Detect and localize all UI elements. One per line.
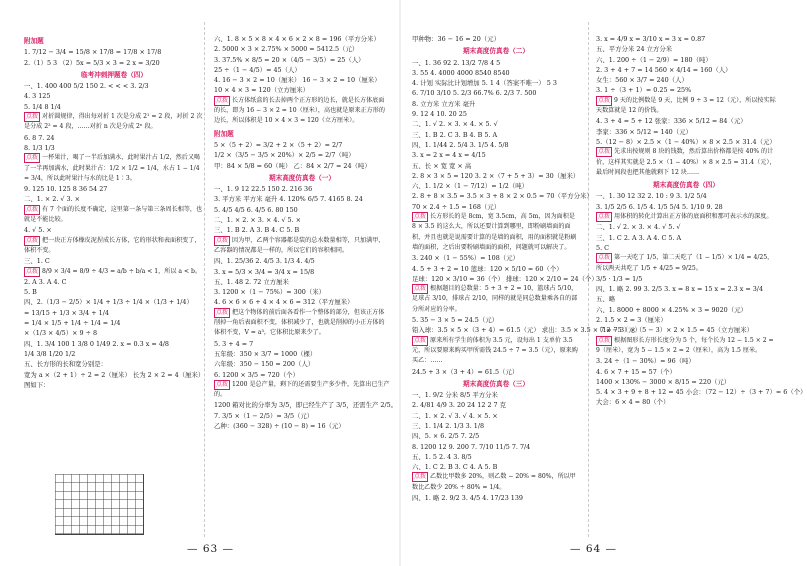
answer-line: 3. 1200 ×（1 − 75%）= 300（米） xyxy=(214,288,326,297)
answer-line: 三、1. C 2. A 3. A 4. C 5. A xyxy=(596,233,682,242)
answer-line: 六、1. 200 ÷（1 − 2/9）= 180（吨） xyxy=(596,55,712,64)
answer-line: 三、1. B 2. A 3. B 4. C 5. B xyxy=(214,226,300,235)
answer-line: 二、1. × 2. √ 3. √ 4. × 5. × xyxy=(412,411,498,420)
answer-line: 4. √ 5. × xyxy=(24,226,52,235)
answer-line: 足球：120 × 3/10 = 36（个） 排球：120 × 2/10 = 24（个） xyxy=(412,274,598,283)
hint-note xyxy=(24,153,204,184)
answer-line: 3. 240 ×（1 − 55%）= 108（元） xyxy=(412,254,519,263)
hint-tag: 点拨 xyxy=(598,148,611,156)
answer-line: （12 − 3）×（5 − 3）× 2 × 1.5 = 45（立方厘米） xyxy=(596,326,754,335)
answer-line: 5. 4/5 4/5 6. 4/5 6. 80 150 xyxy=(214,205,298,214)
answer-line: 1400 × 130% − 3000 × 8/15 = 220（元） xyxy=(596,377,731,386)
hint-note xyxy=(214,308,390,339)
hint-text: 第一天吃了 1/5，第二天吃了（1 − 1/5）× 1/4 = 4/25，所以两天共吃了 1/5 + 4/25 = 9/25。 xyxy=(596,254,774,272)
section-heading: 期末高度仿真卷（四） xyxy=(653,181,719,190)
answer-line: 三、1. C xyxy=(24,257,50,266)
hint-tag: 点拨 xyxy=(414,285,427,293)
answer-line: 6. 1200 × 3/5 = 720（个） xyxy=(214,370,299,379)
hint-tag: 点拨 xyxy=(598,96,611,104)
answer-line: 3. x = 5/3 × 3/4 = 3/4 x = 15/8 xyxy=(214,267,315,276)
hint-text: 把这个物体的前后面各看作一个整体的部分，但该正方体削掉一角后表面积不变，体积减少了，也就是削掉的小正方体的体积不变，V = a³，它体积比原来少了。 xyxy=(214,308,385,337)
answer-line: 六年级：350 − 150 = 200（人） xyxy=(214,360,315,369)
hint-note xyxy=(24,236,204,257)
answer-line: 四、1. 略 2. 99 3. 2/5 3. x = 8 x = 15 x = 2.3 x = 3/4 xyxy=(596,285,764,294)
answer-line: 1200 箱对比的分率为 3/5，即已经生产了 3/5，还需生产 2/5。 xyxy=(214,401,398,410)
answer-column-1 xyxy=(24,34,204,540)
hint-tag: 点拨 xyxy=(26,113,39,121)
hint-text: 长方体纸盒的长去掉两个正方形的边长，就是长方体底面的长，即为 16 − 3 × 2 = 10（厘米），高也就是原来正方形的边长，所以体积是 10 × 4 × 3 = 120（立方厘米）。 xyxy=(214,96,385,125)
answer-line: 4. 16 − 3 × 2 = 10（厘米） 16 − 3 × 2 = 10（厘米） xyxy=(214,76,381,85)
answer-line: 3. 24 ÷（1 − 30%）= 96（吨） xyxy=(596,357,695,366)
hint-text: 9 天的比例数是 9 天，比例 9 ÷ 3 = 12（元），所以按实际天数算就是 12 的价钱。 xyxy=(596,96,776,115)
square-grid-drawing xyxy=(55,474,144,535)
hint-tag: 点拨 xyxy=(26,236,39,244)
answer-line: 2. 3 + 4 + 7 = 14 560 × 4/14 = 160（人） xyxy=(596,65,732,74)
answer-line: 乙种：(360 − 328) ÷ (10 − 8) = 16（元） xyxy=(214,421,345,430)
hint-note xyxy=(214,96,390,127)
section-heading: 临考冲刺押题卷（四） xyxy=(81,70,147,79)
answer-line: 三、1. B 2. C 3. B 4. B 5. A xyxy=(412,130,498,139)
section-heading: 附加题 xyxy=(214,129,234,138)
answer-line: 四、5. × 6. 2/5 7. 2/5 xyxy=(412,432,480,441)
hint-tag: 点拨 xyxy=(26,205,39,213)
answer-line: 5. 3 + 4 = 7 xyxy=(214,339,254,348)
hint-tag: 点拨 xyxy=(598,254,611,262)
hint-tag: 点拨 xyxy=(26,154,39,162)
answer-line: 甲种物：36 − 16 = 20（元） xyxy=(412,35,500,43)
answer-line: 5. B xyxy=(24,288,37,297)
section-heading: 附加题 xyxy=(24,37,44,45)
answer-line: 1. 7/12 − 3/4 = 15/8 × 17/8 = 17/8 × 17/8 xyxy=(24,48,162,57)
answer-line: 2. 8 + 8 × 3.5 = 3.5 × 3 + 8 × 2 × 0.5 = 70（平方分米） xyxy=(412,192,593,201)
hint-note xyxy=(24,267,204,277)
answer-line: 一、1. 30 12 32 2. 10 : 9 3. 1/2 5/4 xyxy=(596,192,707,201)
hint-note xyxy=(596,147,776,178)
answer-line: 4. 3 125 xyxy=(24,92,51,101)
answer-line: 五、长 × 宽 宽 × 高 xyxy=(412,161,472,170)
answer-line: 2. 5000 × 3 × 2.75% × 5000 = 5412.5（元） xyxy=(214,45,359,54)
answer-line: 女生：560 × 3/7 = 240（人） xyxy=(596,76,688,85)
hint-text: 乙数比甲数多 20%，则乙数 − 20% = 80%，所以甲数比乙数少 20% ÷ 80% = 1/4。 xyxy=(412,473,576,491)
answer-line: 一、1. 400 400 5/2 150 2. < < < 3. 2/3 xyxy=(24,82,149,91)
answer-line: 4. 计划 实际比计划增加 5. 1 4（答案不唯一） 5 3 xyxy=(412,79,557,88)
hint-text: 长方形长的是 8cm，宽 3.5cm，高 5m，因为面积是 8 × 3.5 的这么大，所以还要计算到哪里，即粉刷墙面的面积，并且也就是说需要计算的是墙的面积，用的面积就是粉刷墙的面积，之后出要粉刷墙面的面积，问题就可以解决了。 xyxy=(412,213,577,251)
hint-note xyxy=(214,236,390,257)
answer-line: 4. 5 + 3 + 2 = 10 篮球：120 × 5/10 = 60（个） xyxy=(412,264,563,273)
answer-line: 8. 立方米 立方米 毫升 xyxy=(412,99,476,108)
hint-tag: 点拨 xyxy=(414,473,427,481)
answer-line: 9. 12 4 10. 20 25 xyxy=(412,110,467,119)
answer-line: 3. x = 4/9 x = 3/10 x = 3 x = 0.87 xyxy=(596,35,706,43)
answer-line: 二、1. √ 2. × 3. × 4. × 5. √ xyxy=(412,120,498,129)
answer-line: 五、长方形的长和宽分别是： xyxy=(24,360,108,369)
answer-line: 五、1. 48 2. 72 立方厘米 xyxy=(214,277,289,286)
answer-line: 六、1. 8000 + 8000 × 4.25% × 3 = 9020（元） xyxy=(596,305,747,314)
answer-line: 李家：336 × 5/12 = 140（元） xyxy=(596,127,692,136)
hint-text: 用体积的转化计算出正方体的底面积和那可表示水的深度。 xyxy=(614,213,773,221)
answer-line: 3. x = 2 x = 4 x = 4/15 xyxy=(412,151,486,160)
answer-line: 六、1. 8 × 5 × 8 × 4 × 6 × 2 × 8 = 196（平方分米） xyxy=(214,35,380,43)
answer-line: = 13/15 + 1/3 × 3/4 + 1/4 xyxy=(24,308,109,317)
answer-line: 2.（1）5 3 （2）5x = 5/3 × 3 = 2 x = 3/20 xyxy=(24,58,160,67)
answer-line: 三、1. 1/4 2. 1/3 3. 1/8 xyxy=(412,421,485,430)
hint-note xyxy=(596,253,776,274)
answer-line: 8. 1/3 1/3 xyxy=(24,143,55,152)
answer-line: 5.（12 − 8）× 2.5 ×（1 − 40%）× 8 × 2.5 × 31.4（元） xyxy=(596,137,776,146)
hint-tag: 点拨 xyxy=(414,213,427,221)
answer-line: 70 × 2.4 ÷ 1.5 = 168（元） xyxy=(412,202,501,211)
answer-line: 5. C xyxy=(596,243,610,252)
answer-line: 四、1. 25/36 2. 4/5 3. 1/3 4. 4/5 xyxy=(214,257,315,266)
answer-line: 宽为 a ×（2 + 1）÷ 2 = 2（厘米） 长为 2 × 2 = 4（厘米） xyxy=(24,370,205,379)
hint-text: 1200 是总产量，剩下的还需要生产多少件，先算出已生产的。 xyxy=(214,380,390,399)
answer-line: = 1/4 × 1/5 + 1/4 ÷ 1/4 = 1/4 xyxy=(24,319,121,328)
answer-line: 3. 1 ÷（3 + 1）= 0.25 = 25% xyxy=(596,86,692,95)
answer-line: 四、1. 3/4 100 1 3/8 0 1/49 2. x = 0.3 x = 4/8 xyxy=(24,339,169,348)
answer-line: 5. 4 × 3 + 9 + 8 + 12 = 45 小会：（72 − 12）÷（3 + 7）= 6（个） xyxy=(596,388,807,397)
hint-text: 一杯果汁，喝了一半后加满水，此时果汁占 1/2，然后又喝了一半再加满水，此时果汁占：1/2 × 1/2 = 1/4，水占 1 − 1/4 = 3/4，所以此时果汁与水的比是 1∶3。 xyxy=(24,154,201,182)
hint-note xyxy=(24,205,204,226)
hint-tag: 点拨 xyxy=(598,213,611,221)
column-divider-left xyxy=(204,22,205,537)
hint-text: 有 7 个面的长度不确定，这里第一条与第三条周长相等，也就是不能比较。 xyxy=(24,205,203,224)
answer-line: 8. 1200 12 9. 200 7. 7/10 11/5 7. 7/4 xyxy=(412,442,531,451)
answer-column-4 xyxy=(596,34,807,540)
answer-line: 二、1. √ 2. × 3. × 4. √ 5. √ xyxy=(596,223,681,232)
hint-note xyxy=(412,284,580,315)
page-fold xyxy=(399,0,401,566)
hint-note xyxy=(24,112,204,133)
answer-line: 5 ×（5 + 2）= 3/2 + 2 ×（5 + 2）= 2/7 xyxy=(214,140,343,149)
answer-line: 2. 4/81 4/9 3. 20 24 12 2 7 克 xyxy=(412,401,507,410)
hint-note xyxy=(214,380,390,401)
hint-text: 对折圆规律，得出每对折 1 次是分成 2¹ = 2 段，对折 2 次是分成 2² = 4 段，……对折 n 次是分成 2ⁿ 段。 xyxy=(24,113,203,131)
answer-line: 4. 6 × 6 × 6 + 4 × 4 × 6 = 312（平方厘米） xyxy=(214,298,354,307)
hint-text: 根据题目的总数量：5 + 3 + 2 = 10，篮球占 5/10，足球占 3/10，排球占 2/10，同样的就是同总数量乘各自的部分所对应的分率。 xyxy=(412,285,578,313)
answer-line: 二、1. × 2. √ 3. × xyxy=(24,195,81,204)
answer-line: 五年级：350 × 3/7 = 1000（棵） xyxy=(214,349,317,358)
hint-text: 原来所有学生的体积为 3.5 元，设每出 1 支单价 3.5 元，所以要原来购买甲所需钱 24.5 ÷ 7 = 3.5（元），原来购买乙：…… xyxy=(412,336,578,365)
answer-line: 铅入球：3.5 × 5 ×（3 + 4）= 61.5（元） 求出：3.5 × 3.5 × 7 = 75（元） xyxy=(412,326,641,335)
hint-text: 因为甲，乙两个容器都是装的总水数量相等，只加满甲、乙容器的情况都是一样的，所以它们的容积相同。 xyxy=(214,236,385,254)
hint-tag: 点拨 xyxy=(216,236,229,244)
answer-line: 四、2.（1/3 − 2/5）× 1/4 + 1/3 ÷ 1/4 ×（1/3 + 1/4） xyxy=(24,298,193,307)
answer-line: 一、1. 9 12 22.5 150 2. 216 36 xyxy=(214,185,313,194)
hint-tag: 点拨 xyxy=(216,96,229,104)
answer-line: 3. 37.5% × 8/5 = 20 ×（4/5 − 3/5）= 25（人） xyxy=(214,55,365,64)
answer-line: 3. 1/5 2/5 6. 1/5 4. 1/5 5/4 5. 1/10 9. 28 xyxy=(596,202,723,211)
answer-line: 图如下： xyxy=(24,380,50,389)
hint-tag: 点拨 xyxy=(26,267,39,275)
answer-line: 3. 平方米 平方米 毫升 4. 120% 6/5 7. 4165 8. 24 xyxy=(214,195,363,204)
answer-line: 6. 8 7. 24 xyxy=(24,133,55,142)
answer-line: 四、1. 略 2. 9/2 3. 4/5 4. 17/23 139 xyxy=(412,494,523,503)
answer-line: 4. 3 + 4 = 5 + 12 张家：336 × 5/12 = 84（元） xyxy=(596,117,747,126)
answer-line: 5. 1/4 8 1/4 xyxy=(24,102,61,111)
answer-line: 5. 35 − 3 × 5 = 24.5（元） xyxy=(412,316,499,325)
page-number-left: — 63 — xyxy=(187,543,235,555)
answer-line: 五、略 xyxy=(596,295,616,304)
answer-line: 7. 3/5 ×（1 − 2/5）= 3/5（元） xyxy=(214,411,314,420)
answer-line: 3/5 · 1/3 = 1/5 xyxy=(596,274,643,283)
hint-note xyxy=(596,96,776,117)
hint-note xyxy=(596,212,776,222)
answer-line: 1/2 ×（3/5 − 3/5 × 20%）× 2/5 = 2/7（吨） xyxy=(214,151,355,160)
answer-line: 五、平方分米 24 立方分米 xyxy=(596,45,673,54)
answer-line: 四、1. 1/44 2. 5/4 3. 1/5 4. 5/8 xyxy=(412,140,509,149)
answer-line: 2. 1.5 × 2 = 3（厘米） xyxy=(596,316,667,325)
answer-line: 24.5 + 3 ×（3 + 4）= 61.5（元） xyxy=(412,367,519,376)
answer-line: 2. 8 × 3 × 5 = 120 3. 2 ×（7 + 5 + 3）= 30（厘米） xyxy=(412,171,580,180)
answer-column-2 xyxy=(214,34,398,540)
section-heading: 期末高度仿真卷（二） xyxy=(463,47,529,56)
answer-line: 五、1. 5 2. 4 3. 8/5 xyxy=(412,452,472,461)
page-number-right: — 64 — xyxy=(570,543,618,555)
answer-line: 甲：84 × 5/8 = 60（吨） 乙：84 × 2/7 = 24（吨） xyxy=(214,161,371,170)
answer-line: 3. 55 4. 4000 4000 8540 8540 xyxy=(412,68,510,77)
hint-text: 8/9 × 3/4 = 8/9 ÷ 4/3 = a/b ÷ b/a < 1，所以 a < b。 xyxy=(42,267,202,275)
hint-tag: 点拨 xyxy=(216,308,229,316)
hint-tag: 点拨 xyxy=(414,336,427,344)
answer-line: ×（1/3 × 4/5）× 9 ÷ 8 xyxy=(24,329,98,338)
section-heading: 期末高度仿真卷（三） xyxy=(463,379,529,388)
answer-line: 一、1. 36 92 2. 13/2 7/8 4 5 xyxy=(412,58,501,67)
answer-line: 1/4 3/8 1/20 1/2 xyxy=(24,349,76,358)
hint-text: 先求出按规则 8 块的钱数，然后算出价格都是按 40% 的计价，这样其实就是 2.5 ×（1 − 40%）× 8 × 2.5 = 31.4（元），最后时间段也把其他就剩下 12 块…… xyxy=(596,148,776,176)
hint-tag: 点拨 xyxy=(216,380,229,388)
answer-line: 4. 6 × 7 + 15 = 57（个） xyxy=(596,367,676,376)
answer-line: 9. 125 10. 125 8 36 54 27 xyxy=(24,185,108,194)
answer-line: 2. A 3. A 4. C xyxy=(24,277,67,286)
section-heading: 期末高度仿真卷（一） xyxy=(269,173,335,182)
answer-line: 大会：6 × 4 = 80（个） xyxy=(596,398,670,407)
hint-tag: 点拨 xyxy=(598,336,611,344)
hint-text: 根据图形长方形长度分为 5 个，每个长为 12 − 1.5 × 2 = 9（厘米），宽为 5 − 1.5 × 2 = 2（厘米），高为 1.5 厘米。 xyxy=(596,336,774,354)
hint-note xyxy=(596,336,776,357)
answer-line: 二、1. × 2. × 3. × 4. √ 5. × xyxy=(214,216,302,225)
hint-note xyxy=(412,212,580,253)
answer-line: 10 × 4 × 3 = 120（立方厘米） xyxy=(214,86,310,95)
answer-line: 六、1. C 2. B 3. C 4. A 5. B xyxy=(412,463,498,472)
answer-line: 一、1. 9/2 分米 8/5 平方分米 xyxy=(412,391,498,400)
answer-line: 6. 7/10 3/10 5. 2/3 66.7% 6. 2/3 7. 500 xyxy=(412,89,537,98)
hint-text: 把一块正方体橡皮泥捏成长方体，它的形状和表面积变了，体积不变。 xyxy=(24,236,201,254)
hint-note xyxy=(412,336,580,367)
answer-line: 25 ÷（1 − 4/5）= 45（人） xyxy=(214,65,301,74)
hint-note xyxy=(412,472,580,493)
answer-line: 六、1. 1/2 ×（1 − 7/12）= 1/2（吨） xyxy=(412,182,529,191)
